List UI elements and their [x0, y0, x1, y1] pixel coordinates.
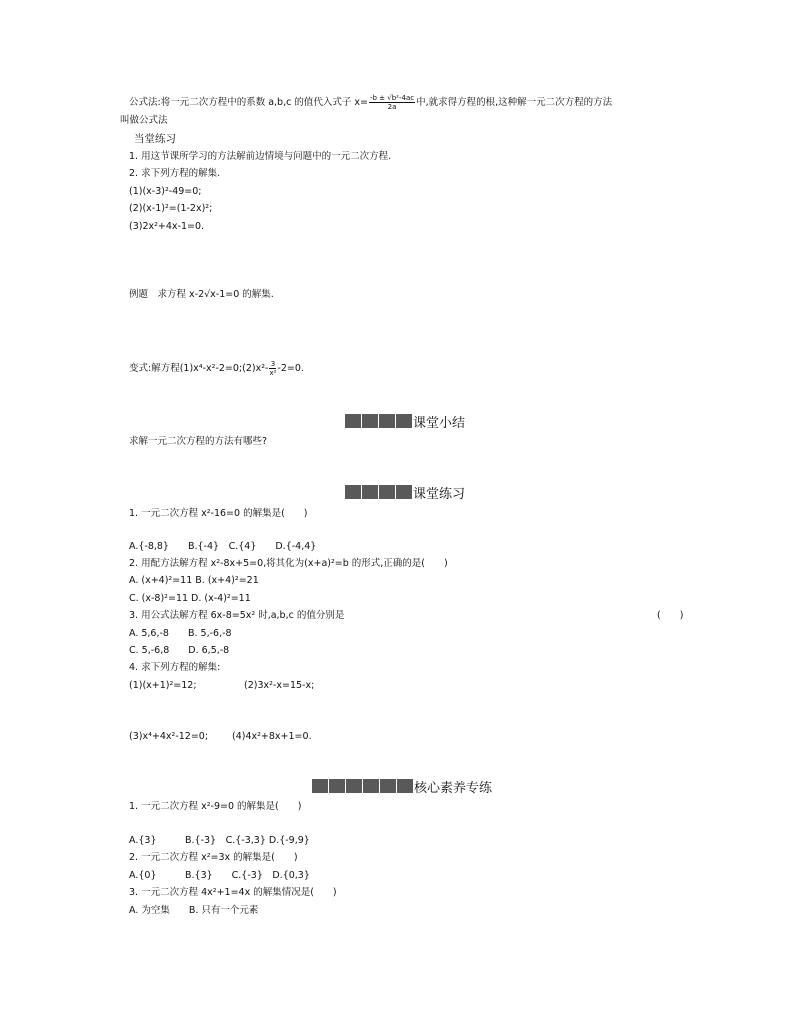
practice-item: (3)2x²+4x-1=0.: [129, 221, 205, 232]
formula-numerator: -b ± √b²-4ac: [369, 94, 415, 102]
exercise-line: (2)3x²-x=15-x;: [244, 680, 315, 691]
quadratic-formula-fraction: [369, 94, 415, 111]
header-block: [346, 779, 362, 793]
core-line: 2. 一元二次方程 x²=3x 的解集是( ): [129, 852, 298, 863]
summary-title: 课堂小结: [413, 415, 466, 431]
variant-frac-num: 3: [270, 360, 276, 368]
header-block: [379, 414, 395, 428]
exercise-line: 3. 用公式法解方程 6x-8=5x² 时,a,b,c 的值分别是: [129, 610, 345, 621]
header-block: [397, 779, 413, 793]
example-text: 例题 求方程 x-2√x-1=0 的解集.: [129, 289, 274, 300]
exercise-line: A. 5,6,-8 B. 5,-6,-8: [129, 628, 232, 639]
variant-suffix: -2=0.: [277, 363, 304, 374]
practice-item: (1)(x-3)²-49=0;: [129, 186, 202, 197]
header-block: [312, 779, 328, 793]
exercise-line: (3)x⁴+4x²-12=0;: [129, 731, 209, 742]
exercise-answer-paren: ( ): [657, 610, 684, 621]
exercise-line: (1)(x+1)²=12;: [129, 680, 197, 691]
exercise-line: 1. 一元二次方程 x²-16=0 的解集是( ): [129, 508, 308, 519]
header-block: [362, 414, 378, 428]
header-block: [396, 485, 412, 499]
formula-line: [129, 94, 612, 111]
core-line: A. 为空集 B. 只有一个元素: [129, 905, 259, 916]
practice-item: (2)(x-1)²=(1-2x)²;: [129, 203, 213, 214]
exercises-section-header: [345, 484, 465, 500]
formula-line-2: 叫做公式法: [120, 115, 168, 126]
core-line: 1. 一元二次方程 x²-9=0 的解集是( ): [129, 801, 302, 812]
header-block: [362, 485, 378, 499]
exercise-line: (4)4x²+8x+1=0.: [232, 731, 312, 742]
exercise-line: C. (x-8)²=11 D. (x-4)²=11: [129, 593, 251, 604]
header-block: [345, 485, 361, 499]
variant-prefix: 变式:解方程(1)x⁴-x²-2=0;(2)x²-: [129, 363, 269, 374]
formula-suffix: 中,就求得方程的根,这种解一元二次方程的方法: [416, 97, 613, 108]
summary-section-header: [345, 413, 465, 429]
header-block: [396, 414, 412, 428]
practice-item: 2. 求下列方程的解集.: [129, 168, 221, 179]
header-block: [363, 779, 379, 793]
exercise-line: A.{-8,8} B.{-4} C.{4} D.{-4,4}: [129, 541, 317, 552]
exercise-line: 2. 用配方法解方程 x²-8x+5=0,将其化为(x+a)²=b 的形式,正确的是( ): [129, 558, 448, 569]
header-block: [345, 414, 361, 428]
core-line: A.{0} B.{3} C.{-3} D.{0,3}: [129, 870, 310, 881]
variant-frac-den: x²: [269, 369, 277, 377]
formula-denominator: 2a: [387, 103, 397, 111]
core-line: 3. 一元二次方程 4x²+1=4x 的解集情况是( ): [129, 887, 337, 898]
exercise-line: A. (x+4)²=11 B. (x+4)²=21: [129, 575, 259, 586]
practice-heading: 当堂练习: [134, 133, 176, 145]
formula-prefix: 公式法:将一元二次方程中的系数 a,b,c 的值代入式子 x=: [129, 97, 368, 108]
variant-fraction: [269, 360, 276, 377]
practice-item: 1. 用这节课所学习的方法解前边情境与问题中的一元二次方程.: [129, 151, 392, 162]
exercises-title: 课堂练习: [413, 486, 466, 502]
exercise-line: 4. 求下列方程的解集:: [129, 662, 221, 673]
core-line: A.{3} B.{-3} C.{-3,3} D.{-9,9}: [129, 835, 310, 846]
header-block: [380, 779, 396, 793]
header-block: [379, 485, 395, 499]
summary-question: 求解一元二次方程的方法有哪些?: [129, 436, 268, 447]
exercise-line: C. 5,-6,8 D. 6,5,-8: [129, 645, 230, 656]
variant-line: [129, 360, 304, 377]
header-block: [329, 779, 345, 793]
core-section-header: [312, 778, 492, 794]
core-title: 核心素养专练: [414, 780, 493, 796]
